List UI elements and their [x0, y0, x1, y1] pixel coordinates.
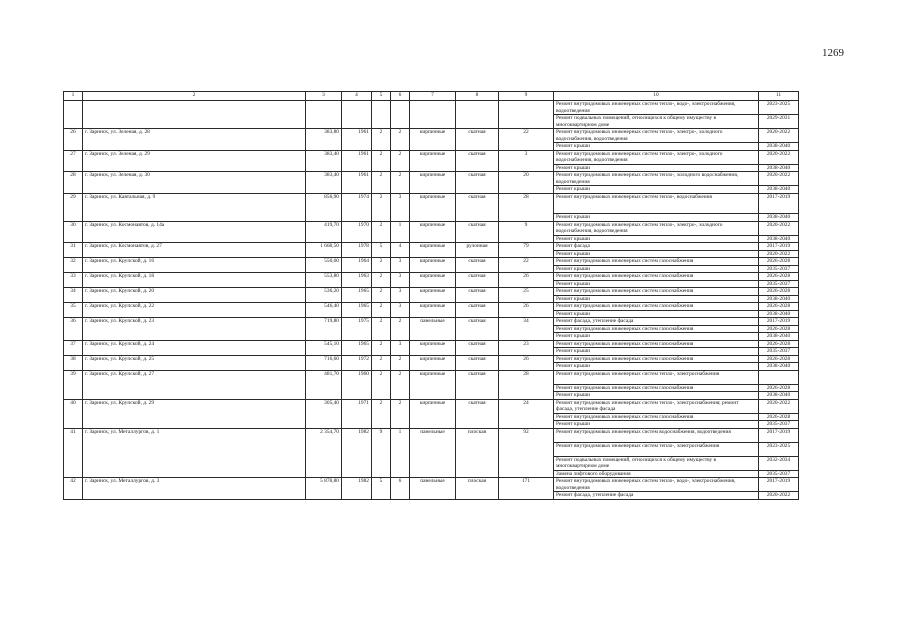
repair-work: Ремонт внутридомовых инженерных систем тепло-, электро-, холодного водоснабжения, водоотведения: [554, 150, 759, 164]
house-year: 1964: [342, 258, 372, 273]
table-row: [64, 288, 799, 296]
house-floors: 2: [372, 258, 391, 273]
house-year: 1970: [342, 221, 372, 243]
house-address: г. Заринск, ул. Зеленая, д. 28: [83, 129, 306, 151]
house-number: 33: [64, 273, 83, 288]
repair-work: Ремонт крыши: [554, 164, 759, 172]
house-address: г. Заринск, ул. Крупской, д. 25: [83, 355, 306, 370]
repair-work: Ремонт крыши: [554, 143, 759, 151]
wall-material: кирпичные: [410, 172, 456, 194]
roof-type: [456, 101, 499, 129]
house-entrances: 2: [391, 172, 410, 194]
repair-work: Ремонт крыши: [554, 235, 759, 243]
house-area: 536,20: [306, 288, 342, 303]
repair-period: 2017-2019: [759, 318, 799, 326]
col-header-6: 6: [391, 92, 410, 101]
house-number: [64, 101, 83, 129]
repair-period: 2038-2040: [759, 143, 799, 151]
apartment-count: 9: [499, 221, 554, 243]
repair-period: 2020-2022: [759, 399, 799, 413]
wall-material: кирпичные: [410, 399, 456, 428]
house-address: г. Заринск, ул. Крупской, д. 18: [83, 273, 306, 288]
house-floors: 2: [372, 303, 391, 318]
table-row: [64, 221, 799, 235]
house-number: 30: [64, 221, 83, 243]
repair-work: Ремонт фасада, утепление фасада: [554, 318, 759, 326]
house-entrances: 3: [391, 340, 410, 355]
wall-material: кирпичные: [410, 273, 456, 288]
roof-type: скатная: [456, 221, 499, 243]
house-entrances: 3: [391, 258, 410, 273]
house-year: 1971: [342, 399, 372, 428]
house-number: 31: [64, 243, 83, 258]
apartment-count: 20: [499, 172, 554, 194]
house-year: 1972: [342, 355, 372, 370]
table-row: [64, 150, 799, 164]
apartment-count: 22: [499, 258, 554, 273]
repair-period: 2020-2022: [759, 129, 799, 143]
house-area: [306, 101, 342, 129]
repair-period: 2026-2028: [759, 258, 799, 266]
apartment-count: 26: [499, 355, 554, 370]
house-year: 1965: [342, 303, 372, 318]
table-row: [64, 193, 799, 214]
apartment-count: 79: [499, 243, 554, 258]
repair-period: 2035-2037: [759, 470, 799, 478]
roof-type: скатная: [456, 150, 499, 172]
house-area: 383,80: [306, 129, 342, 151]
house-area: 545,10: [306, 340, 342, 355]
house-number: 27: [64, 150, 83, 172]
wall-material: кирпичные: [410, 355, 456, 370]
house-entrances: 3: [391, 288, 410, 303]
house-entrances: 3: [391, 273, 410, 288]
repair-work: Ремонт подвальных помещений, относящихся к общему имуществу в многоквартирном доме: [554, 115, 759, 129]
apartment-count: [499, 101, 554, 129]
house-entrances: 2: [391, 150, 410, 172]
house-area: 383,40: [306, 150, 342, 172]
house-address: [83, 101, 306, 129]
repair-period: 2038-2040: [759, 392, 799, 400]
repair-work: Ремонт крыши: [554, 265, 759, 273]
col-header-3: 3: [306, 92, 342, 101]
repair-period: 2029-2031: [759, 115, 799, 129]
roof-type: скатная: [456, 340, 499, 355]
wall-material: кирпичные: [410, 150, 456, 172]
house-floors: 9: [372, 428, 391, 478]
house-number: 41: [64, 428, 83, 478]
house-year: 1965: [342, 288, 372, 303]
roof-type: скатная: [456, 370, 499, 399]
house-floors: 2: [372, 399, 391, 428]
col-header-7: 7: [410, 92, 456, 101]
house-year: 1961: [342, 129, 372, 151]
wall-material: кирпичные: [410, 340, 456, 355]
col-header-4: 4: [342, 92, 372, 101]
repair-work: Ремонт крыши: [554, 421, 759, 429]
repair-work: Ремонт крыши: [554, 250, 759, 258]
repair-work: Ремонт фасада, утепление фасада: [554, 492, 759, 500]
wall-material: [410, 101, 456, 129]
house-entrances: 1: [391, 428, 410, 478]
house-area: 550,60: [306, 258, 342, 273]
house-year: 1960: [342, 370, 372, 399]
house-floors: 5: [372, 478, 391, 500]
repair-work: Ремонт внутридомовых инженерных систем тепло-, электроснабжения; ремонт фасада, утепление фасада: [554, 399, 759, 413]
wall-material: кирпичные: [410, 129, 456, 151]
repair-period: 2035-2037: [759, 265, 799, 273]
table-row: [64, 340, 799, 348]
table-row: [64, 355, 799, 363]
repair-period: 2038-2040: [759, 186, 799, 194]
repair-work: Ремонт внутридомовых инженерных систем тепло-, электро-, холодного водоснабжения, водоотведения: [554, 129, 759, 143]
house-entrances: 2: [391, 318, 410, 341]
repair-work: Ремонт внутридомовых инженерных систем газоснабжения: [554, 355, 759, 363]
house-area: 1 668,50: [306, 243, 342, 258]
wall-material: кирпичные: [410, 303, 456, 318]
repair-period: 2023-2025: [759, 101, 799, 115]
repair-work: Ремонт внутридомовых инженерных систем водоснабжения, водоотведения: [554, 428, 759, 442]
apartment-count: 22: [499, 129, 554, 151]
house-address: г. Заринск, ул. Космонавтов, д. 27: [83, 243, 306, 258]
capital-repair-table: [63, 91, 799, 500]
house-floors: 2: [372, 288, 391, 303]
roof-type: скатная: [456, 355, 499, 370]
apartment-count: 28: [499, 193, 554, 221]
table-row: [64, 273, 799, 281]
house-number: 39: [64, 370, 83, 399]
roof-type: плоская: [456, 478, 499, 500]
house-floors: 2: [372, 150, 391, 172]
repair-period: 2038-2040: [759, 363, 799, 371]
house-year: 1978: [342, 243, 372, 258]
roof-type: скатная: [456, 399, 499, 428]
repair-work: Ремонт крыши: [554, 333, 759, 341]
house-year: 1961: [342, 172, 372, 194]
house-number: 36: [64, 318, 83, 341]
repair-work: Ремонт внутридомовых инженерных систем тепло-, электро-, холодного водоснабжения, водоотведения: [554, 221, 759, 235]
house-floors: 2: [372, 370, 391, 399]
repair-period: 2020-2022: [759, 221, 799, 235]
house-year: 1982: [342, 478, 372, 500]
roof-type: плоская: [456, 428, 499, 478]
repair-period: 2032-2034: [759, 456, 799, 470]
house-number: 42: [64, 478, 83, 500]
repair-period: 2026-2028: [759, 384, 799, 392]
house-entrances: 2: [391, 129, 410, 151]
house-address: г. Заринск, ул. Космонавтов, д. 14а: [83, 221, 306, 243]
repair-period: 2026-2028: [759, 325, 799, 333]
house-floors: 2: [372, 172, 391, 194]
house-year: 1974: [342, 193, 372, 221]
table-row: [64, 303, 799, 311]
repair-work: Ремонт крыши: [554, 310, 759, 318]
repair-period: 2035-2037: [759, 348, 799, 356]
house-floors: 2: [372, 193, 391, 221]
apartment-count: 3: [499, 150, 554, 172]
table-row: [64, 258, 799, 266]
house-year: [342, 101, 372, 129]
house-address: г. Заринск, ул. Металлургов, д. 1: [83, 428, 306, 478]
house-address: г. Заринск, ул. Крупской, д. 16: [83, 258, 306, 273]
house-floors: 2: [372, 318, 391, 341]
apartment-count: 92: [499, 428, 554, 478]
house-area: 2 354,70: [306, 428, 342, 478]
table-row: [64, 318, 799, 326]
house-area: 856,90: [306, 193, 342, 221]
repair-work: Замена лифтового оборудования: [554, 470, 759, 478]
repair-period: 2038-2040: [759, 333, 799, 341]
table-row: [64, 101, 799, 115]
repair-work: Ремонт крыши: [554, 295, 759, 303]
house-area: 719,80: [306, 318, 342, 341]
house-year: 1965: [342, 340, 372, 355]
repair-period: 2017-2019: [759, 478, 799, 492]
col-header-8: 8: [456, 92, 499, 101]
house-area: 383,40: [306, 172, 342, 194]
house-number: 29: [64, 193, 83, 221]
roof-type: скатная: [456, 288, 499, 303]
repair-work: Ремонт внутридомовых инженерных систем газоснабжения: [554, 384, 759, 392]
house-floors: 2: [372, 273, 391, 288]
house-number: 28: [64, 172, 83, 194]
repair-work: Ремонт подвальных помещений, относящихся к общему имуществу в многоквартирном доме: [554, 456, 759, 470]
wall-material: кирпичные: [410, 258, 456, 273]
repair-work: Ремонт крыши: [554, 348, 759, 356]
repair-period: 2020-2022: [759, 150, 799, 164]
apartment-count: 171: [499, 478, 554, 500]
repair-work: Ремонт внутридомовых инженерных систем тепло-, электроснабжения: [554, 442, 759, 456]
repair-period: 2038-2040: [759, 164, 799, 172]
repair-work: Ремонт внутридомовых инженерных систем газоснабжения: [554, 340, 759, 348]
house-entrances: 3: [391, 193, 410, 221]
apartment-count: 26: [499, 303, 554, 318]
repair-period: 2026-2028: [759, 355, 799, 363]
house-area: 305,40: [306, 399, 342, 428]
house-number: 26: [64, 129, 83, 151]
roof-type: скатная: [456, 273, 499, 288]
house-address: г. Заринск, ул. Крупской, д. 24: [83, 340, 306, 355]
wall-material: кирпичные: [410, 288, 456, 303]
page-number: 1269: [822, 47, 844, 59]
roof-type: скатная: [456, 258, 499, 273]
repair-work: Ремонт крыши: [554, 214, 759, 222]
house-address: г. Заринск, ул. Крупской, д. 22: [83, 303, 306, 318]
repair-work: Ремонт внутридомовых инженерных систем тепло-, водо-, электроснабжения, водоотведения: [554, 101, 759, 115]
col-header-5: 5: [372, 92, 391, 101]
wall-material: кирпичные: [410, 221, 456, 243]
roof-type: скатная: [456, 303, 499, 318]
col-header-11: 11: [759, 92, 799, 101]
roof-type: скатная: [456, 193, 499, 221]
repair-period: 2020-2022: [759, 492, 799, 500]
col-header-9: 9: [499, 92, 554, 101]
column-number-row: [64, 92, 799, 101]
repair-period: 2038-2040: [759, 310, 799, 318]
repair-period: 2017-2019: [759, 193, 799, 214]
wall-material: панельные: [410, 318, 456, 341]
house-area: 546,40: [306, 303, 342, 318]
apartment-count: 24: [499, 399, 554, 428]
apartment-count: 25: [499, 288, 554, 303]
house-number: 38: [64, 355, 83, 370]
repair-work: Ремонт внутридомовых инженерных систем тепло-, водо-, электроснабжения, водоотведения: [554, 478, 759, 492]
house-year: 1963: [342, 273, 372, 288]
house-entrances: 2: [391, 370, 410, 399]
repair-period: 2026-2028: [759, 273, 799, 281]
wall-material: кирпичные: [410, 243, 456, 258]
house-entrances: 1: [391, 221, 410, 243]
repair-work: Ремонт внутридомовых инженерных систем газоснабжения: [554, 288, 759, 296]
repair-work: Ремонт крыши: [554, 280, 759, 288]
repair-period: 2026-2028: [759, 288, 799, 296]
house-number: 34: [64, 288, 83, 303]
repair-work: Ремонт внутридомовых инженерных систем газоснабжения: [554, 325, 759, 333]
repair-work: Ремонт внутридомовых инженерных систем газоснабжения: [554, 258, 759, 266]
repair-work: Ремонт внутридомовых инженерных систем газоснабжения: [554, 303, 759, 311]
house-entrances: 3: [391, 303, 410, 318]
wall-material: панельные: [410, 478, 456, 500]
house-entrances: [391, 101, 410, 129]
house-address: г. Заринск, ул. Зеленая, д. 29: [83, 150, 306, 172]
table-row: [64, 370, 799, 384]
house-year: 1982: [342, 428, 372, 478]
house-year: 1975: [342, 318, 372, 341]
table-body: [64, 92, 799, 500]
col-header-10: 10: [554, 92, 759, 101]
house-address: г. Заринск, ул. Крупской, д. 29: [83, 399, 306, 428]
repair-work: Ремонт внутридомовых инженерных систем тепло-, электроснабжения: [554, 370, 759, 384]
house-floors: 5: [372, 243, 391, 258]
house-floors: 2: [372, 221, 391, 243]
apartment-count: 23: [499, 340, 554, 355]
apartment-count: 34: [499, 318, 554, 341]
repair-period: 2026-2028: [759, 303, 799, 311]
repair-work: Ремонт крыши: [554, 186, 759, 194]
house-floors: 2: [372, 340, 391, 355]
repair-work: Ремонт крыши: [554, 363, 759, 371]
repair-period: 2035-2037: [759, 280, 799, 288]
house-address: г. Заринск, ул. Кавтальная, д. 9: [83, 193, 306, 221]
house-address: г. Заринск, ул. Зеленая, д. 30: [83, 172, 306, 194]
apartment-count: 26: [499, 273, 554, 288]
repair-work: Ремонт внутридомовых инженерных систем газоснабжения: [554, 273, 759, 281]
table-row: [64, 172, 799, 186]
house-floors: [372, 101, 391, 129]
wall-material: кирпичные: [410, 193, 456, 221]
house-area: 5 878,80: [306, 478, 342, 500]
repair-period: 2038-2040: [759, 214, 799, 222]
repair-period: 2017-2019: [759, 428, 799, 442]
repair-period: 2026-2028: [759, 413, 799, 421]
house-area: 481,70: [306, 370, 342, 399]
house-address: г. Заринск, ул. Металлургов, д. 3: [83, 478, 306, 500]
house-number: 32: [64, 258, 83, 273]
repair-period: 2026-2028: [759, 340, 799, 348]
house-address: г. Заринск, ул. Крупской, д. 20: [83, 288, 306, 303]
house-floors: 2: [372, 129, 391, 151]
apartment-count: 28: [499, 370, 554, 399]
house-area: 716,60: [306, 355, 342, 370]
table-row: [64, 478, 799, 492]
roof-type: скатная: [456, 129, 499, 151]
house-number: 37: [64, 340, 83, 355]
repair-period: 2038-2040: [759, 235, 799, 243]
house-year: 1961: [342, 150, 372, 172]
table-row: [64, 428, 799, 442]
repair-period: [759, 370, 799, 384]
col-header-2: 2: [83, 92, 306, 101]
roof-type: рулонная: [456, 243, 499, 258]
repair-period: 2020-2022: [759, 250, 799, 258]
house-entrances: 4: [391, 243, 410, 258]
repair-period: 2020-2022: [759, 172, 799, 186]
repair-work: Ремонт внутридомовых инженерных систем газоснабжения: [554, 413, 759, 421]
house-area: 419,70: [306, 221, 342, 243]
wall-material: кирпичные: [410, 370, 456, 399]
house-number: 40: [64, 399, 83, 428]
table-row: [64, 243, 799, 251]
table-row: [64, 399, 799, 413]
house-address: г. Заринск, ул. Крупской, д. 27: [83, 370, 306, 399]
repair-work: Ремонт внутридомовых инженерных систем тепло-, холодного водоснабжения, водоотведения: [554, 172, 759, 186]
roof-type: скатная: [456, 172, 499, 194]
wall-material: панельные: [410, 428, 456, 478]
house-entrances: 2: [391, 355, 410, 370]
repair-period: 2038-2040: [759, 295, 799, 303]
repair-work: Ремонт внутридомовых инженерных систем тепло-, водоснабжения: [554, 193, 759, 214]
roof-type: скатная: [456, 318, 499, 341]
table-row: [64, 129, 799, 143]
repair-period: 2035-2037: [759, 421, 799, 429]
house-floors: 2: [372, 355, 391, 370]
house-address: г. Заринск, ул. Крупской, д. 23: [83, 318, 306, 341]
house-number: 35: [64, 303, 83, 318]
repair-work: Ремонт фасада: [554, 243, 759, 251]
house-entrances: 6: [391, 478, 410, 500]
repair-work: Ремонт крыши: [554, 392, 759, 400]
col-header-1: 1: [64, 92, 83, 101]
repair-period: 2023-2025: [759, 442, 799, 456]
house-entrances: 2: [391, 399, 410, 428]
repair-period: 2017-2019: [759, 243, 799, 251]
house-area: 553,80: [306, 273, 342, 288]
